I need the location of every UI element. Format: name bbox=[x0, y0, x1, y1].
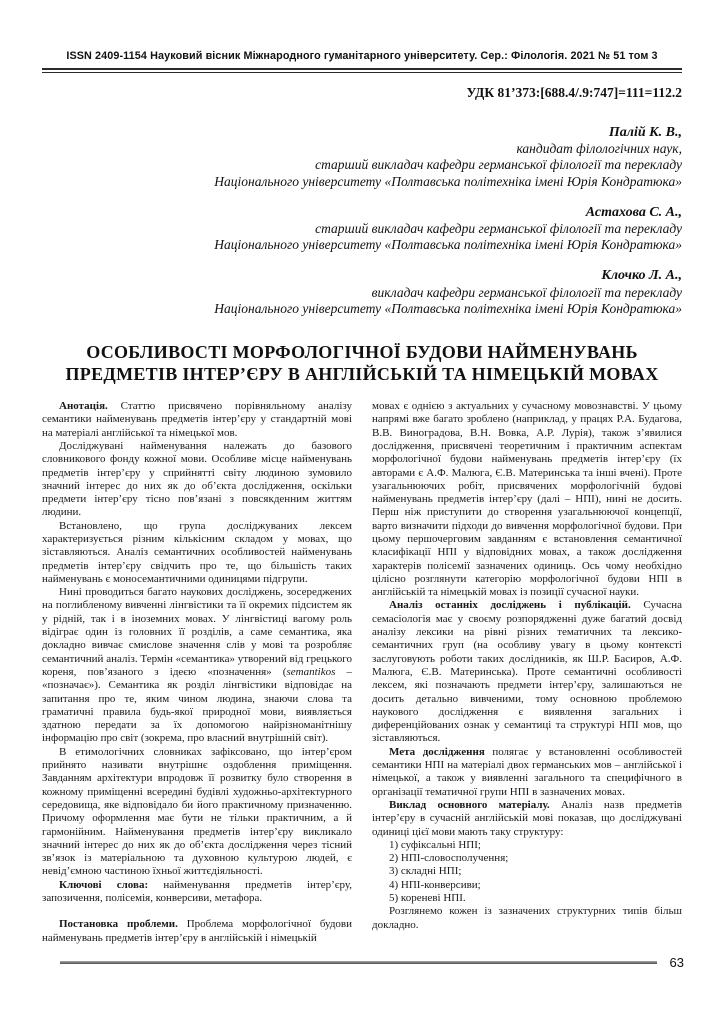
goal-label: Мета дослідження bbox=[389, 745, 485, 758]
paragraph: Розглянемо кожен із зазначених структурних типів більш докладно. bbox=[372, 905, 682, 931]
author-1 bbox=[42, 125, 682, 190]
author-3 bbox=[42, 268, 682, 317]
author-3-name: Клочко Л. А., bbox=[601, 268, 682, 284]
recent-research-paragraph: Аналіз останніх досліджень і публікацій. Сучасна семасіологія має у своєму розпорядженні дуже багатий досвід аналізу лексики на рівні різних тематичних та лексико-семантичних груп (на особливу увагу в цьому контексті заслуговують роботи таких дослідників, як Ш.Р. Басиров, А.Ф. Малюга, Є.В. Материнська). Проте семантичні особливості лексем, які позначають предмети інтер’єру, залишаються не досить детально вивченими, тому основною проблемою наукового дослідження є виявлення загальних і диференційованих ознак у семантиці та структурі НПІ мов, що зіставляються. bbox=[372, 599, 682, 745]
main-material-paragraph: Виклад основного матеріалу. Аналіз назв предметів інтер’єру в сучасній англійській мові показав, що досліджувані одиниці цієї мови мають таку структуру: bbox=[372, 798, 682, 838]
right-column bbox=[372, 400, 682, 945]
problem-statement-paragraph: Постановка проблеми. Проблема морфологічної будови найменувань предметів інтер’єру в англійській і німецькій bbox=[42, 918, 353, 944]
paragraph: мовах є однією з актуальних у сучасному мовознавстві. У цьому напрямі вже багато зроблено (наприклад, у працях Р.А. Будагова, В.В. Виноградова, В.Н. Вовка, А.Р. Лурія), також з’явилися дослідження, присвячені теоретичним і практичним аспектам морфологічної будови найменувань предметів інтер’єру (їх авторами є А.Ф. Малюга, Є.В. Материнська та інші вчені). Проте узагальнюючих робіт, присвячених морфологічній будові найменувань предметів інтер’єру (далі – НПІ), нині не досить. Перш ніж приступити до створення узагальнюючої концепції, варто визначити підходи до вивчення морфологічної будови. При цьому першочерговим завданням є встановлення семантичної класифікації НПІ у відповідних мовах, а також дослідження характерів полісемії зазначених одиниць. Ось чому необхідно цілісно розглянути категорію морфологічної будови НПІ в англійській та німецькій мовах із позиції сучасної науки. bbox=[372, 400, 682, 599]
list-item: 4) НПІ-конверсиви; bbox=[389, 878, 481, 891]
paragraph: Нині проводиться багато наукових досліджень, зосереджених на поглибленому вивченні лінгвістики та її окремих підсистем як у рідній, так і в іноземних мовах. У лінгвістиці вагому роль відіграє один із головних її розділів, а саме семантика, яка докладно вивчає смислове значення слів у мові та розробляє семантичний аналіз. Термін «семантика» утворений від грецького кореня, пов’язаного з ідеєю «позначення» (semantikos – «позначає»). Семантика як розділ лінгвістики відповідає на запитання про те, яким чином людина, знаючи слова та граматичні правила будь-якої природної мови, виявляється здатною передати за їх допомогою найрізноманітнішу інформацію про світ (зокрема, про власний внутрішній світ). bbox=[42, 586, 353, 745]
page-number: 63 bbox=[669, 955, 684, 970]
recent-research-label: Аналіз останніх досліджень і публікацій. bbox=[389, 599, 631, 612]
journal-header-line: ISSN 2409-1154 Науковий вісник Міжнародного гуманітарного університету. Сер.: Філологія. 2021 № 51 том 3 bbox=[66, 50, 658, 62]
paragraph: Досліджувані найменування належать до базового словникового фонду кожної мови. Особливе місце найменувань предметів інтер’єру у сприйнятті світу людиною зумовило значний інтерес до них як до об’єкта дослідження, оскільки предмети інтер’єру тісно пов’язані з повсякденним життям людини. bbox=[42, 439, 352, 519]
article-body bbox=[42, 400, 682, 945]
article-title-line-2: ПРЕДМЕТІВ ІНТЕР’ЄРУ В АНГЛІЙСЬКІЙ ТА НІМЕЦЬКІЙ МОВАХ bbox=[65, 364, 659, 385]
keywords-label: Ключові слова: bbox=[59, 878, 149, 891]
list-item: 2) НПІ-словосполучення; bbox=[389, 852, 509, 865]
list-item: 5) кореневі НПІ. bbox=[389, 892, 466, 905]
author-2-affiliation: Національного університету «Полтавська політехніка імені Юрія Кондратюка» bbox=[214, 237, 682, 253]
author-3-role: викладач кафедри германської філології та перекладу bbox=[371, 284, 682, 300]
author-1-degree: кандидат філологічних наук, bbox=[516, 141, 682, 157]
authors-block bbox=[42, 125, 682, 317]
main-material-label: Виклад основного матеріалу. bbox=[389, 798, 550, 811]
header-rule bbox=[42, 68, 682, 73]
paragraph: В етимологічних словниках зафіксовано, що інтер’єром прийнято називати внутрішнє оздоблення приміщення. Завданням архітектури впродовж її розвитку було створення в кожному приміщенні всередині будівлі художньо-архітектурного середовища, яке відповідало би його практичному призначенню. Причому оформлення має бути не тільки практичним, а й гармонійним. Найменування предметів інтер’єру викликало значний інтерес до них як до об’єкта дослідження через тісний зв’язок із матеріальною та духовною культурою людей, є невід’ємною частиною їхньої життєдіяльності. bbox=[42, 745, 352, 878]
footer-rule bbox=[60, 961, 657, 964]
left-column bbox=[42, 400, 352, 945]
author-1-role: старший викладач кафедри германської філології та перекладу bbox=[315, 157, 682, 173]
author-2 bbox=[42, 205, 682, 254]
udc-code: УДК 81’373:[688.4/.9:747]=111=112.2 bbox=[466, 85, 682, 100]
author-2-role: старший викладач кафедри германської філології та перекладу bbox=[315, 221, 682, 237]
keywords-paragraph: Ключові слова: найменування предметів інтер’єру, запозичення, полісемія, конверсиви, метафора. bbox=[42, 878, 352, 905]
author-1-name: Палій К. В., bbox=[608, 125, 682, 140]
list-item: 1) суфіксальні НПІ; bbox=[389, 838, 481, 851]
problem-statement-label: Постановка проблеми. bbox=[59, 918, 178, 931]
page-footer bbox=[60, 955, 684, 970]
author-2-name: Астахова С. А., bbox=[585, 204, 682, 220]
latin-term: semantikos bbox=[286, 665, 336, 678]
author-3-affiliation: Національного університету «Полтавська політехніка імені Юрія Кондратюка» bbox=[214, 300, 682, 316]
goal-paragraph: Мета дослідження полягає у встановленні особливостей семантики НПІ на матеріалі двох германських мов – англійської і німецької, а також у виявленні загального та специфічного в організації тематичної групи НПІ в зазначених мовах. bbox=[372, 745, 682, 798]
list-item: 3) складні НПІ; bbox=[389, 865, 462, 878]
author-1-affiliation: Національного університету «Полтавська політехніка імені Юрія Кондратюка» bbox=[214, 173, 682, 189]
abstract-paragraph: Анотація. Статтю присвячено порівняльному аналізу семантики найменувань предметів інтер’єру у стандартній мові на матеріалі англійської та німецької мов. bbox=[42, 400, 352, 439]
paragraph: Встановлено, що група досліджуваних лексем характеризується різним кількісним складом у мовах, що зіставляються. Аналіз семантичних особливостей найменувань предметів інтер’єру свідчить про те, що більшість таких найменувань є моносемантичними одиницями підгрупи. bbox=[42, 519, 352, 585]
abstract-label: Анотація. bbox=[59, 400, 108, 413]
article-title-line-1: ОСОБЛИВОСТІ МОРФОЛОГІЧНОЇ БУДОВИ НАЙМЕНУВАНЬ bbox=[86, 342, 638, 363]
article-title bbox=[42, 341, 682, 385]
